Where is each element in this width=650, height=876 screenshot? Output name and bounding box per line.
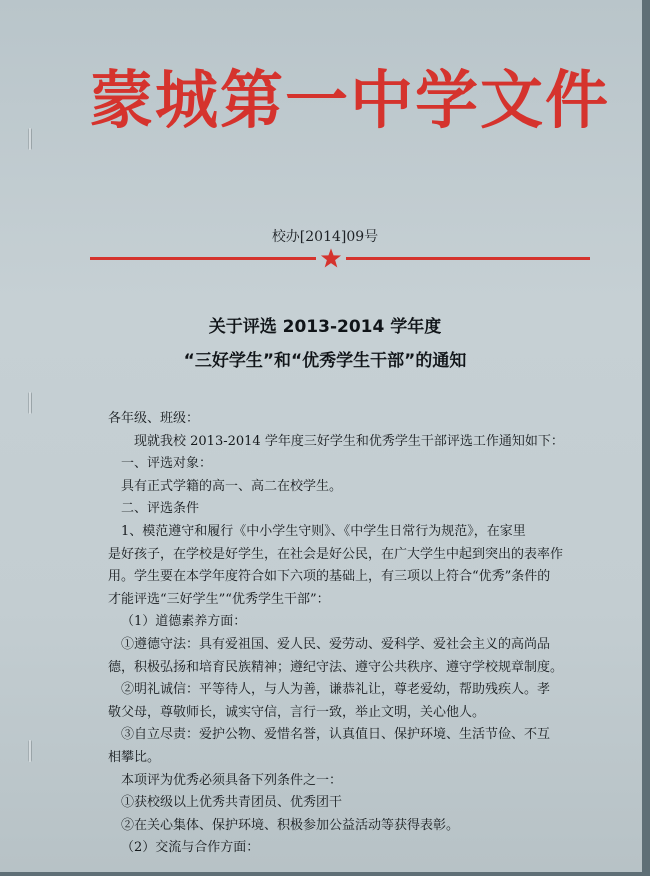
body-line: ①遵德守法：具有爱祖国、爱人民、爱劳动、爱科学、爱社会主义的高尚品 [121,636,551,652]
document-masthead: 蒙城第一中学文件 [90,63,610,137]
notice-body [108,408,608,860]
body-line: （1）道德素养方面： [121,614,247,630]
body-line: ③自立尽责：爱护公物、爱惜名誉，认真值日、保护环境、生活节俭、不互 [121,727,551,743]
staple [28,740,32,762]
notice-title-line1: 关于评选 2013-2014 学年度 [208,317,442,337]
body-line: 各年级、班级： [108,411,200,426]
body-line: ②明礼诚信：平等待人，与人为善，谦恭礼让，尊老爱幼，帮助残疾人。孝 [121,682,551,698]
notice-title-line2: “三好学生”和“优秀学生干部”的通知 [183,351,467,371]
body-line: 才能评选“三好学生”“优秀学生干部”： [108,591,330,607]
body-line: 是好孩子，在学校是好学生，在社会是好公民，在广大学生中起到突出的表率作 [108,546,564,562]
star-icon [320,247,342,269]
staple [28,128,32,150]
body-line: 一、评选对象： [121,456,213,472]
body-line: 本项评为优秀必须具备下列条件之一： [121,772,343,788]
staple [28,392,32,414]
body-line: 相攀比。 [108,749,161,765]
body-line: 1、模范遵守和履行《中小学生守则》、《中学生日常行为规范》，在家里 [121,523,526,539]
body-line: 用。学生要在本学年度符合如下六项的基础上，有三项以上符合“优秀”条件的 [108,569,551,585]
body-line: 二、评选条件 [121,501,200,517]
divider-rule-right [346,257,590,260]
body-line: ①获校级以上优秀共青团员、优秀团干 [121,795,343,811]
divider-rule-left [90,257,316,260]
body-line: 具有正式学籍的高一、高二在校学生。 [121,478,343,494]
body-line: 敬父母，尊敬师长，诚实守信，言行一致，举止文明，关心他人。 [108,704,486,720]
body-line: ②在关心集体、保护环境、积极参加公益活动等获得表彰。 [121,817,460,833]
document-number: 校办[2014]09号 [271,229,379,245]
body-line: 德，积极弘扬和培育民族精神；遵纪守法、遵守公共秩序、遵守学校规章制度。 [108,659,564,675]
body-line: （2）交流与合作方面： [121,840,260,856]
body-line: 现就我校 2013-2014 学年度三好学生和优秀学生干部评选工作通知如下： [134,433,564,449]
